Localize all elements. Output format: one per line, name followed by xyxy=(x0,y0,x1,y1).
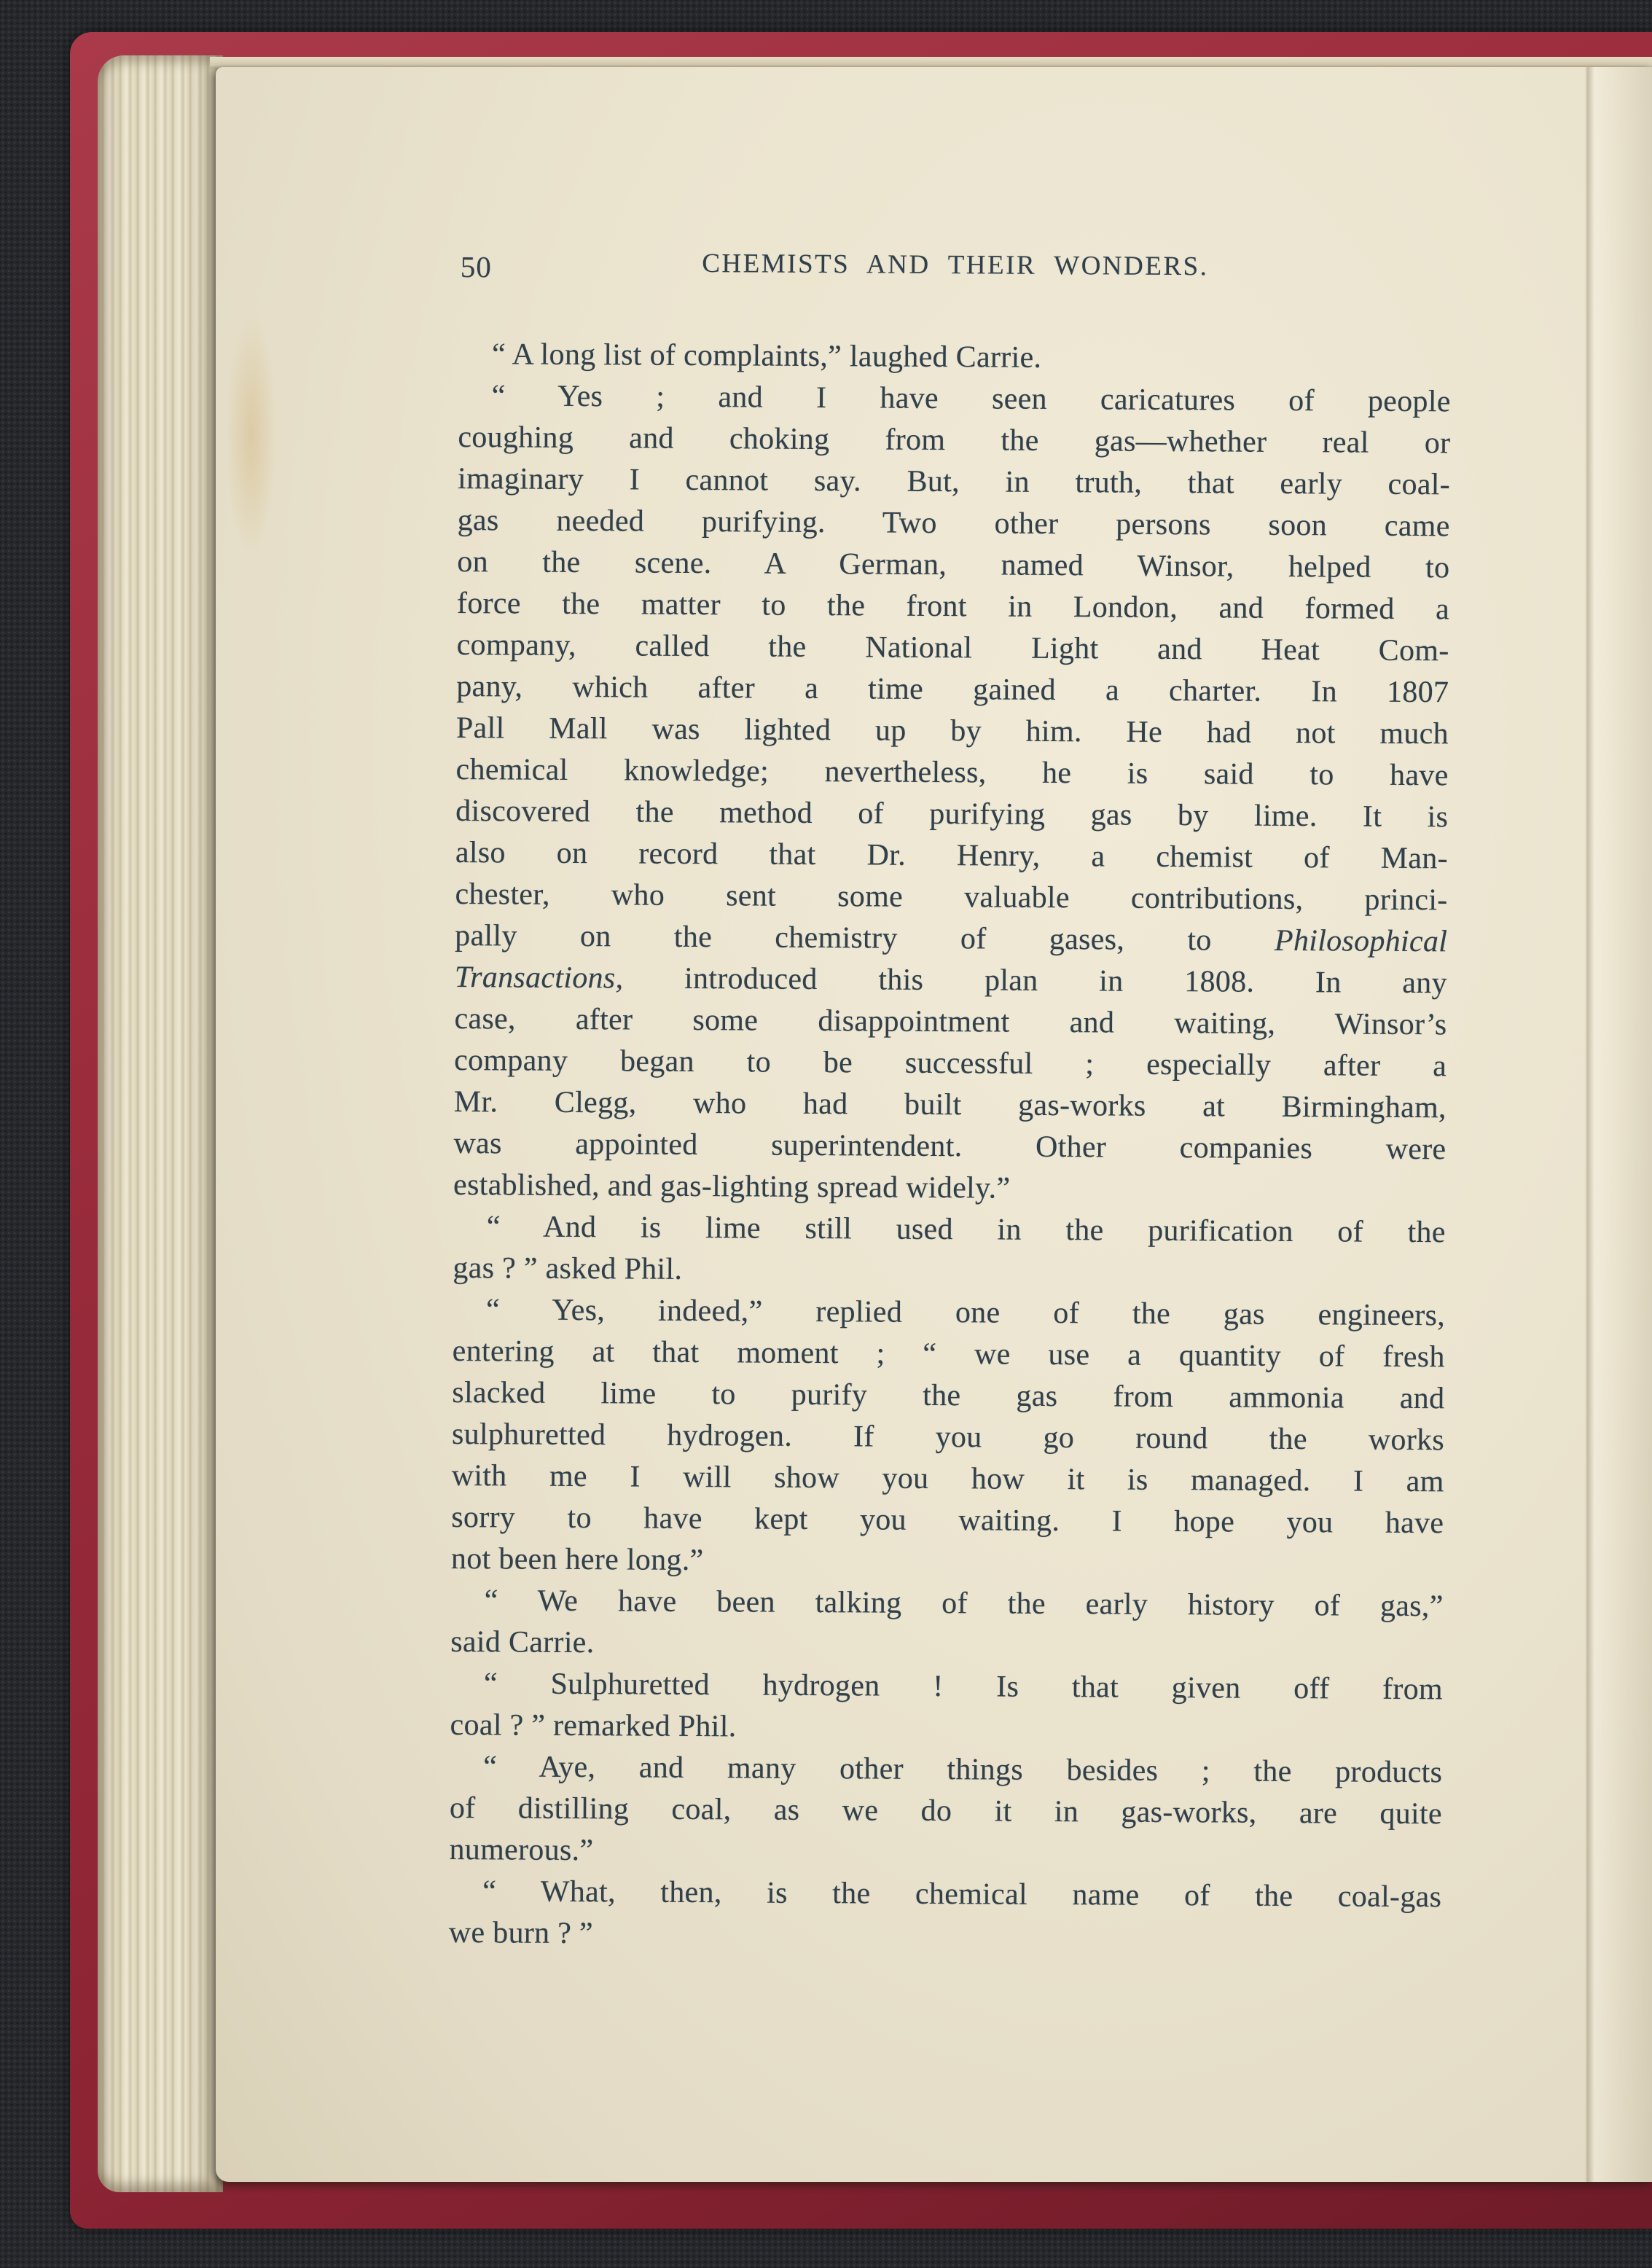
text-line: slacked lime to purify the gas from ammonia and xyxy=(452,1375,1445,1416)
text-line: sulphuretted hydrogen. If you go round the works xyxy=(451,1417,1445,1458)
text-line: sorry to have kept you waiting. I hope you have xyxy=(451,1500,1444,1541)
text-line: of distilling coal, as we do it in gas-works, are quite xyxy=(449,1791,1443,1831)
running-header: CHEMISTS AND THEIR WONDERS. xyxy=(702,249,1209,282)
text-line: “ Yes ; and I have seen caricatures of people xyxy=(491,379,1451,419)
text-line: case, after some disappointment and waiting, Winsor’s xyxy=(454,1001,1447,1042)
text-line: “ A long list of complaints,” laughed Carrie. xyxy=(491,337,1042,375)
text-line: with me I will show you how it is managed. I am xyxy=(451,1458,1444,1499)
text-line: said Carrie. xyxy=(450,1624,595,1660)
text-line: established, and gas-lighting spread widely.” xyxy=(453,1168,1011,1205)
text-line: imaginary I cannot say. But, in truth, that early coal- xyxy=(457,461,1451,502)
text-line: company began to be successful ; especially after a xyxy=(454,1043,1447,1084)
body-text xyxy=(449,334,1452,1960)
text-line: chester, who sent some valuable contributions, princi- xyxy=(455,877,1448,918)
paper-stain xyxy=(226,315,277,555)
text-line: gas ? ” asked Phil. xyxy=(453,1251,683,1286)
text-line: entering at that moment ; “ we use a quantity of fresh xyxy=(452,1334,1445,1375)
text-line: pally on the chemistry of gases, to Philosophical xyxy=(455,918,1448,959)
text-line: force the matter to the front in London, and formed a xyxy=(456,586,1450,627)
text-line: coal ? ” remarked Phil. xyxy=(450,1708,737,1744)
text-line: discovered the method of purifying gas by lime. It is xyxy=(455,794,1449,834)
text-line: “ And is lime still used in the purification of the xyxy=(486,1210,1446,1250)
text-line: Mr. Clegg, who had built gas-works at Birmingham, xyxy=(453,1084,1447,1125)
text-line: gas needed purifying. Two other persons soon came xyxy=(457,503,1450,544)
gutter-shade xyxy=(1585,67,1652,2182)
text-line: “ Aye, and many other things besides ; the products xyxy=(483,1750,1443,1790)
text-line: also on record that Dr. Henry, a chemist of Man- xyxy=(455,835,1449,876)
text-line: on the scene. A German, named Winsor, helped to xyxy=(457,544,1450,585)
text-line: was appointed superintendent. Other companies were xyxy=(453,1126,1447,1167)
text-line: pany, which after a time gained a charter. In 1807 xyxy=(456,669,1449,710)
page-number: 50 xyxy=(460,250,492,284)
text-line: not been here long.” xyxy=(450,1541,704,1578)
text-line: we burn ? ” xyxy=(448,1915,594,1951)
text-layer xyxy=(449,246,1452,1960)
text-line: “ What, then, is the chemical name of the coal-gas xyxy=(482,1874,1442,1915)
text-line: company, called the National Light and Heat Com- xyxy=(456,627,1449,668)
text-line: “ Sulphuretted hydrogen ! Is that given off from xyxy=(483,1667,1444,1707)
text-line: chemical knowledge; nevertheless, he is said to have xyxy=(455,752,1449,793)
page-fore-edge-stack xyxy=(98,55,223,2192)
text-line: numerous.” xyxy=(449,1832,594,1868)
page-header xyxy=(459,246,1452,290)
text-line: coughing and choking from the gas—whether real or xyxy=(458,420,1451,461)
text-line: “ We have been talking of the early history of gas,” xyxy=(484,1584,1444,1624)
text-line: “ Yes, indeed,” replied one of the gas engineers, xyxy=(485,1293,1446,1333)
text-line: Pall Mall was lighted up by him. He had not much xyxy=(455,711,1449,751)
text-line: Transactions, introduced this plan in 1808. In any xyxy=(454,960,1447,1001)
